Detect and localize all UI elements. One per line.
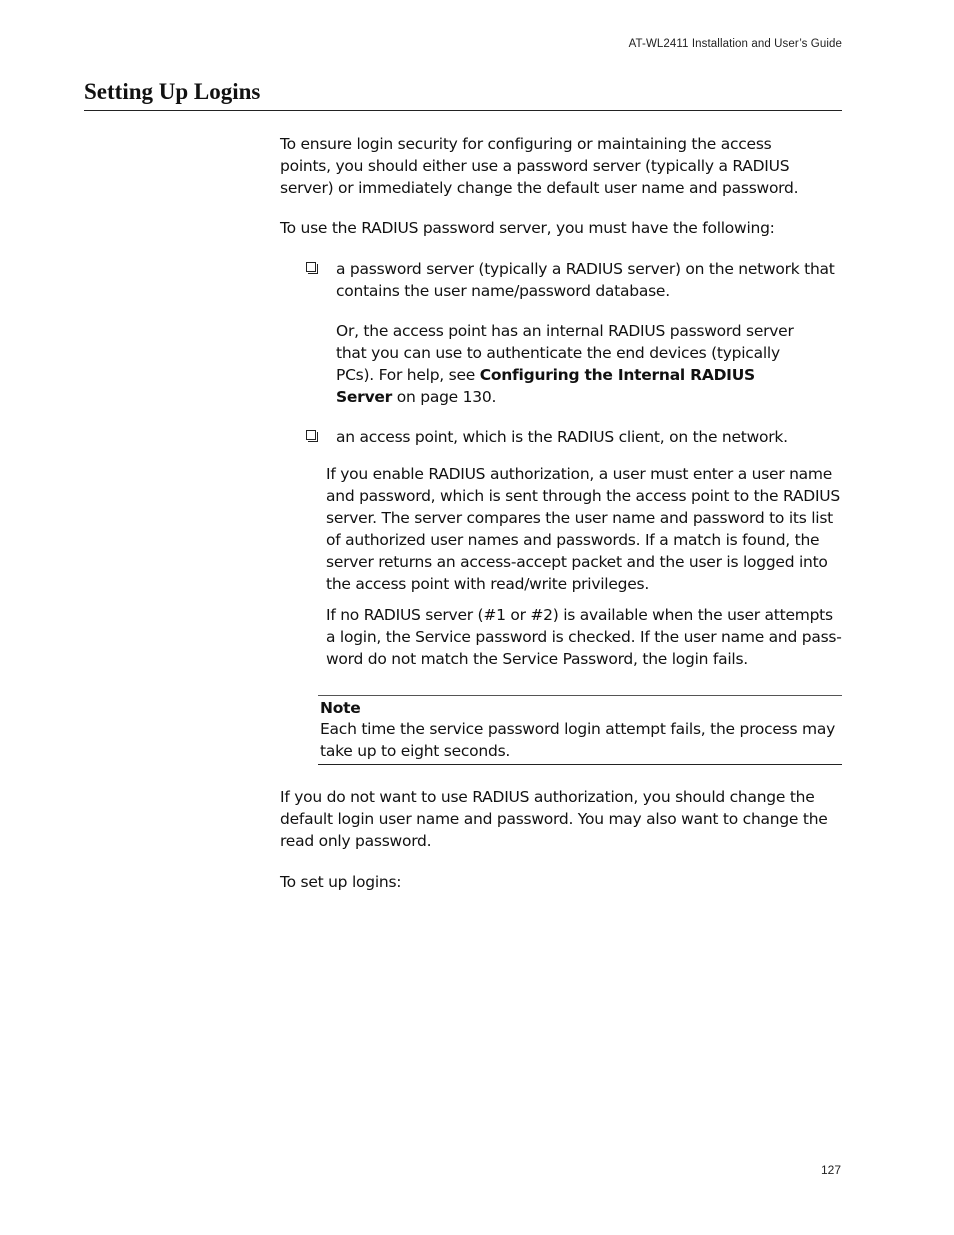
radius-fallback-paragraph: If no RADIUS server (#1 or #2) is available when the user attempts a login, the Service password is checked. If the user name and pass-word do not match the Service Password, the login fails. xyxy=(326,606,842,668)
checkbox-bullet-icon xyxy=(306,262,316,272)
subparagraph-text-end: on page 130. xyxy=(392,388,497,406)
list-item xyxy=(306,426,842,450)
no-radius-paragraph: If you do not want to use RADIUS authorization, you should change the default login user name and password. You may also want to change the read only password. xyxy=(280,788,828,850)
list-item xyxy=(306,258,842,408)
section-title: Setting Up Logins xyxy=(84,78,842,111)
note-label: Note xyxy=(320,699,361,717)
intro-paragraph: To ensure login security for configuring or maintaining the access points, you should either use a password server (typically a RADIUS server) or immediately change the default user name and password. xyxy=(280,135,799,197)
page-number: 127 xyxy=(820,1163,841,1177)
running-header: AT-WL2411 Installation and User’s Guide xyxy=(628,38,842,50)
radius-auth-paragraph: If you enable RADIUS authorization, a user must enter a user name and password, which is sent through the access point to the RADIUS server. The server compares the user name and password to its list of authorized user names and passwords. If a match is found, the server returns an access-accept packet and the user is logged into the access point with read/write privileges. xyxy=(326,465,840,593)
note-box xyxy=(318,695,842,765)
list-item-text: an access point, which is the RADIUS client, on the network. xyxy=(336,428,788,446)
cross-reference-link[interactable]: Configuring the Internal RADIUS Server xyxy=(336,366,755,406)
setup-paragraph: To set up logins: xyxy=(280,873,402,891)
checkbox-bullet-icon xyxy=(306,430,316,440)
note-text: Each time the service password login attempt fails, the process may take up to eight seconds. xyxy=(320,720,836,760)
subparagraph-text: Or, the access point has an internal RADIUS password server that you can use to authenticate the end devices (typically PCs). For help, see xyxy=(336,322,794,384)
list-item-subparagraph xyxy=(336,320,816,408)
radius-requirements-paragraph: To use the RADIUS password server, you must have the following: xyxy=(280,219,775,237)
list-item-text: a password server (typically a RADIUS server) on the network that contains the user name/password database. xyxy=(336,260,835,300)
